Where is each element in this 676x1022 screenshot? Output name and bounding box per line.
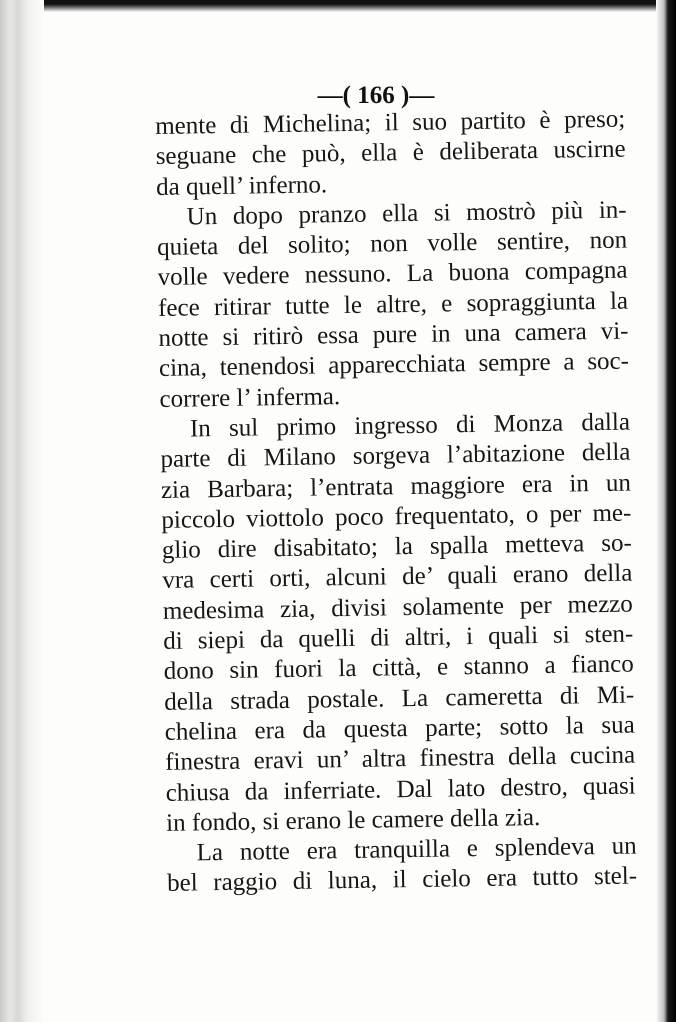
text-line: Un dopo pranzo ella si mostrò più in- (186, 196, 627, 231)
text-line: quieta del solito; non volle sentire, non (156, 226, 628, 262)
text-line: da quell’ inferno. (155, 170, 328, 201)
body-text (155, 105, 637, 900)
text-line: piccolo viottolo poco frequentato, o per me- (161, 499, 632, 534)
text-line: seguane che può, ella è deliberata uscirne (155, 135, 626, 171)
text-line: fece ritirar tutte le altre, e sopraggiunta la (157, 287, 629, 322)
text-line: bel raggio di luna, il cielo era tutto stel- (166, 862, 638, 898)
text-line: La notte era tranquilla e splendeva un (196, 832, 637, 867)
text-line: chiusa da inferriate. Dal lato destro, quasi (165, 772, 636, 807)
text-line: finestra eravi un’ altra finestra della cucina (165, 741, 636, 777)
text-line: parte di Milano sorgeva l’abitazione della (160, 438, 631, 474)
text-line: di siepi da quelli di altri, i quali si sten- (163, 620, 634, 655)
text-line: glio dire disabitato; la spalla metteva so- (161, 529, 633, 565)
text-line: chelina era da questa parte; sotto la sua (164, 711, 635, 746)
text-line: In sul primo ingresso di Monza dalla (189, 408, 631, 443)
page-right-edge (656, 0, 676, 1022)
text-line: zia Barbara; l’entrata maggiore era in un (160, 469, 632, 504)
text-line: volle vedere nessuno. La buona compagna (157, 257, 628, 292)
text-line: cina, tenendosi apparecchiata sempre a soc- (158, 347, 630, 383)
page-top-edge (0, 0, 676, 12)
page-number-header: —( 166 )— (317, 82, 435, 109)
text-line: medesima zia, divisi solamente per mezzo (162, 590, 633, 625)
page-binding-edge (0, 0, 44, 1022)
text-line: della strada postale. La cameretta di Mi- (164, 681, 635, 716)
text-line: dono sin fuori la città, e stanno a fianco (163, 650, 634, 686)
text-line: in fondo, si erano le camere della zia. (165, 803, 541, 837)
text-line: notte si ritirò essa pure in una camera vi- (158, 317, 629, 353)
text-line: vra certi orti, alcuni de’ quali erano della (162, 560, 633, 595)
text-line: correre l’ inferma. (159, 382, 341, 413)
text-line: mente di Michelina; il suo partito è preso; (155, 105, 626, 140)
